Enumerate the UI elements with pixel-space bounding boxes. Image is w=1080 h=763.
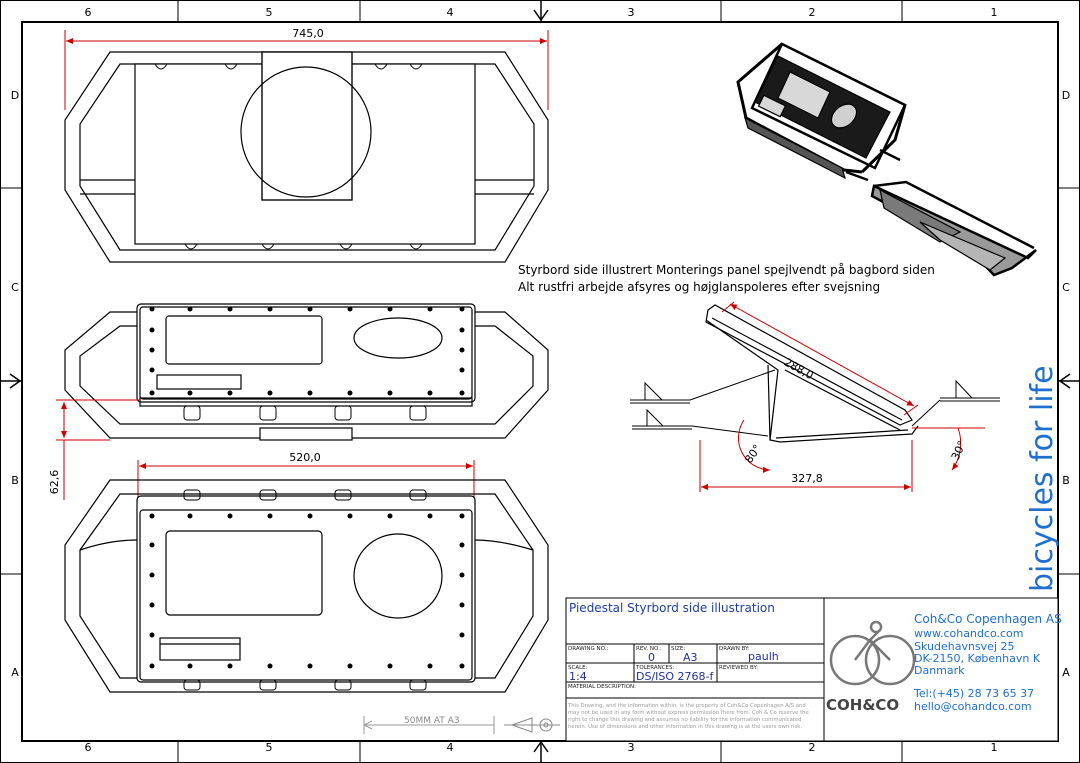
- tolerances-label: TOLERANCES:: [636, 665, 675, 671]
- col-label-bottom-3: 3: [627, 741, 635, 754]
- col-label-top-2: 2: [808, 6, 816, 19]
- brand-slogan: bicycles for life: [1025, 365, 1060, 592]
- drawn-by-label: DRAWN BY:: [719, 646, 750, 652]
- dimension-bottom-width-label: 520,0: [289, 451, 321, 464]
- col-label-top-3: 3: [627, 6, 635, 19]
- tolerances-value: DS/ISO 2768-f: [636, 670, 714, 683]
- drawn-by-value: paulh: [748, 650, 779, 663]
- front-view: [65, 304, 548, 440]
- disclaimer-line-3: right to change this drawing and assumes no liability for the information communicated: [568, 717, 802, 723]
- disclaimer-line-4: herein. Use of dimensions and other information in this drawing is at the users own risk.: [568, 724, 803, 730]
- note-line-1: Styrbord side illustrert Monterings panel spejlvendt på bagbord siden: [518, 263, 935, 277]
- dimension-angle-right-label: 30°: [948, 438, 969, 463]
- material-label: MATERIAL DESCRIPTION:: [568, 684, 637, 690]
- row-label-right-c: C: [1062, 281, 1070, 294]
- rev-no-label: REV. NO.:: [636, 646, 662, 652]
- dimension-angle-left-label: 80°: [742, 442, 765, 466]
- dimension-pedestal-base-label: 327,8: [791, 472, 823, 485]
- col-label-top-5: 5: [265, 6, 273, 19]
- top-view: [65, 52, 548, 262]
- size-label: SIZE:: [671, 646, 686, 652]
- col-label-bottom-6: 6: [84, 741, 92, 754]
- col-label-top-1: 1: [990, 6, 998, 19]
- note-line-2: Alt rustfri arbejde afsyres og højglanspoleres efter svejsning: [518, 280, 881, 294]
- row-label-right-a: A: [1062, 666, 1070, 679]
- isometric-pedestal-view: [872, 182, 1036, 275]
- bottom-view: [65, 480, 548, 692]
- row-label-right-d: D: [1061, 89, 1071, 102]
- company-street: Skudehavnsvej 25: [914, 640, 1015, 653]
- col-label-top-6: 6: [84, 6, 92, 19]
- disclaimer-line-1: This Drawing, and the information within, is the property of Coh&Co Copenhagen A/S and: [568, 703, 806, 709]
- dimension-side-height: [56, 400, 140, 500]
- col-label-bottom-1: 1: [990, 741, 998, 754]
- dimension-top-width-label: 745,0: [292, 27, 324, 40]
- row-label-right-b: B: [1062, 474, 1070, 487]
- company-logo-text: COH&CO: [826, 696, 900, 714]
- company-name: Coh&Co Copenhagen AS: [914, 612, 1062, 626]
- projection-symbol-icon: [504, 718, 560, 732]
- col-label-bottom-5: 5: [265, 741, 273, 754]
- company-country: Danmark: [914, 664, 965, 677]
- drawing-no-label: DRAWING NO.:: [568, 646, 609, 652]
- company-web: www.cohandco.com: [914, 627, 1024, 640]
- disclaimer-line-2: may not be used in any form without express permission there from. Coh & Co reserve the: [568, 710, 809, 716]
- row-label-left-a: A: [11, 666, 19, 679]
- size-value: A3: [683, 651, 698, 664]
- dimension-pedestal-length-label: 288,0: [781, 355, 816, 383]
- row-label-left-b: B: [11, 474, 19, 487]
- row-label-left-d: D: [10, 89, 20, 102]
- company-phone: Tel:(+45) 28 73 65 37: [914, 687, 1035, 700]
- col-label-bottom-2: 2: [808, 741, 816, 754]
- scale-label: SCALE:: [568, 665, 588, 671]
- company-email: hello@cohandco.com: [914, 700, 1032, 713]
- col-label-bottom-4: 4: [446, 741, 454, 754]
- rev-no-value: 0: [648, 651, 655, 664]
- company-city: DK-2150, København K: [914, 652, 1041, 665]
- scale-bar-label: 50MM AT A3: [404, 716, 460, 726]
- dimension-side-height-label: 62,6: [48, 469, 61, 495]
- isometric-panel-view: [738, 44, 905, 180]
- scale-value: 1:4: [569, 670, 587, 683]
- drawing-title: Piedestal Styrbord side illustration: [569, 601, 775, 615]
- row-label-left-c: C: [11, 281, 19, 294]
- reviewed-by-label: REVIEWED BY:: [719, 665, 759, 671]
- col-label-top-4: 4: [446, 6, 454, 19]
